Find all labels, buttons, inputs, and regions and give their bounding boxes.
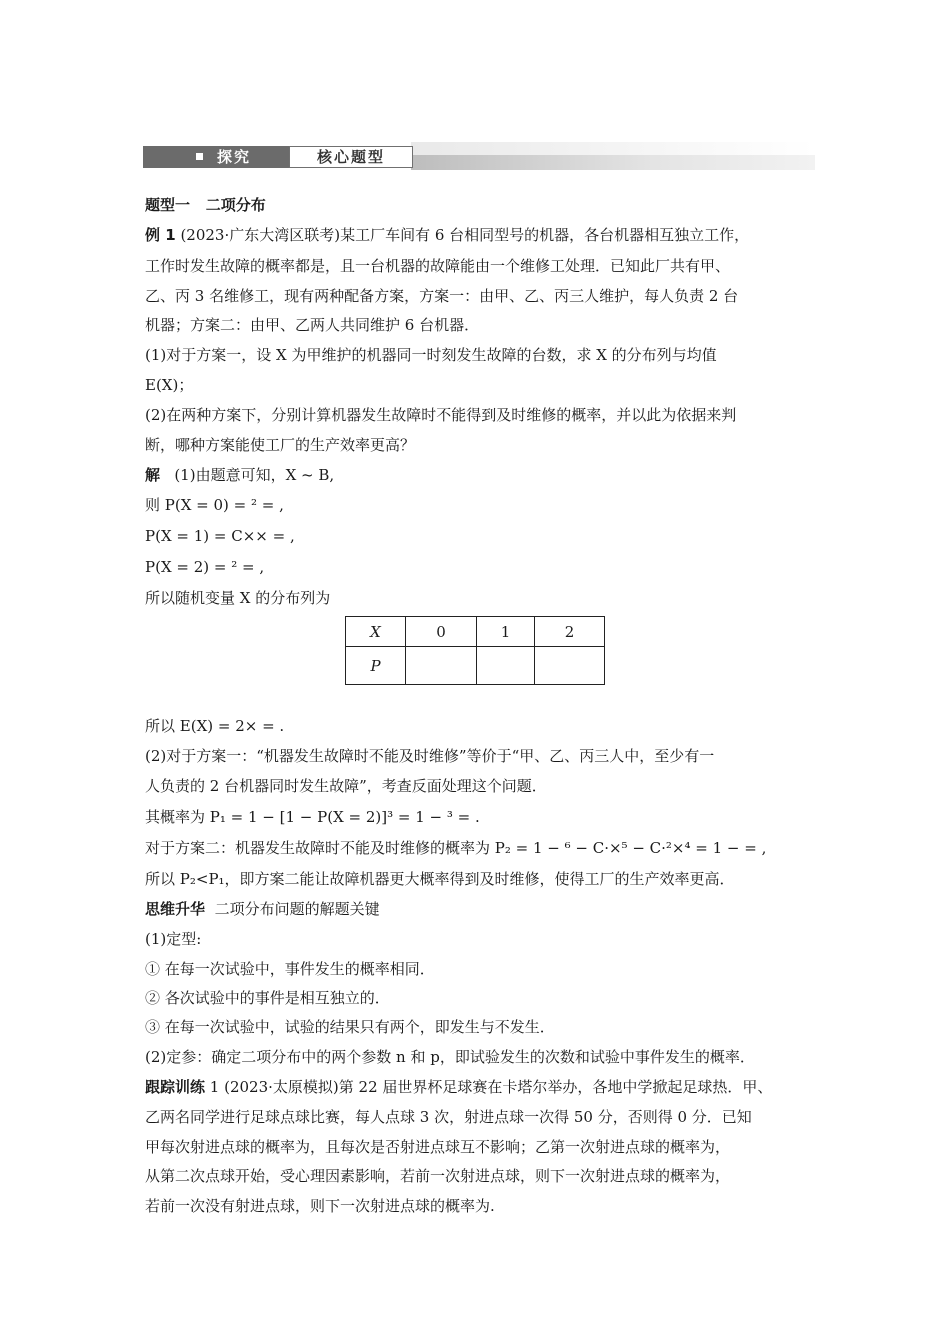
summary-line-3: ② 各次试验中的事件是相互独立的． — [145, 989, 390, 1007]
solution-line-6: 所以 E(X) = 2× = . — [145, 717, 285, 735]
summary-line-1: (1)定型: — [145, 930, 202, 948]
summary-line-5: (2)定参：确定二项分布中的两个参数 n 和 p，即试验发生的次数和试验中事件发生的概率． — [145, 1048, 755, 1066]
table-cell — [477, 647, 535, 685]
example-line-3: 乙、丙 3 名维修工，现有两种配备方案，方案一：由甲、乙、丙三人维护，每人负责 2 台 — [145, 287, 739, 305]
banner-fade-top — [411, 142, 815, 155]
summary-heading — [145, 898, 380, 920]
example-label: 例 1 — [145, 226, 176, 244]
table-header-2: 2 — [535, 617, 605, 647]
solution-line-7: (2)对于方案一：“机器发生故障时不能及时维修”等价于“甲、乙、丙三人中，至少有一 — [145, 747, 715, 765]
distribution-table — [345, 616, 605, 685]
banner-tab-core: 核心题型 — [316, 148, 385, 166]
summary-line-2: ① 在每一次试验中，事件发生的概率相同． — [145, 960, 435, 978]
question-2-line-1: (2)在两种方案下，分别计算机器发生故障时不能得到及时维修的概率，并以此为依据来判 — [145, 406, 737, 424]
practice-line-2: 乙两名同学进行足球点球比赛，每人点球 3 次，射进点球一次得 50 分，否则得 0 分．已知 — [145, 1108, 752, 1126]
solution-line-9: 其概率为 P₁ = 1 − [1 − P(X = 2)]³ = 1 − ³ = . — [145, 808, 480, 826]
summary-title: 二项分布问题的解题关键 — [214, 900, 380, 918]
example-line-1: 例 1 (2023·广东大湾区联考)某工厂车间有 6 台相同型号的机器，各台机器相互独立工作， — [145, 226, 750, 244]
question-1-line-2: E(X)； — [145, 376, 194, 394]
section-banner — [143, 142, 815, 174]
solution-label: 解 — [145, 466, 161, 484]
question-2-line-2: 断，哪种方案能使工厂的生产效率更高？ — [145, 436, 416, 454]
banner-dark-tab — [143, 146, 289, 168]
table-cell — [406, 647, 477, 685]
solution-line-8: 人负责的 2 台机器同时发生故障”，考查反面处理这个问题． — [145, 777, 547, 795]
heading-title: 二项分布 — [205, 196, 266, 214]
table-header-x: X — [370, 622, 381, 641]
practice-line-1: 跟踪训练 1 (2023·太原模拟)第 22 届世界杯足球赛在卡塔尔举办，各地中学掀起足球热．甲、 — [145, 1078, 773, 1096]
practice-label: 跟踪训练 — [145, 1078, 206, 1096]
banner-tab-explore: 探究 — [217, 148, 252, 166]
solution-line-1: 解 (1)由题意可知，X ~ B, — [145, 466, 335, 484]
solution-line-11: 所以 P₂<P₁，即方案二能让故障机器更大概率得到及时维修，使得工厂的生产效率更高． — [145, 870, 735, 888]
practice-line-3: 甲每次射进点球的概率为，且每次是否射进点球互不影响；乙第一次射进点球的概率为， — [145, 1138, 731, 1156]
square-bullet-icon — [196, 153, 203, 160]
practice-line-4: 从第二次点球开始，受心理因素影响，若前一次射进点球，则下一次射进点球的概率为， — [145, 1167, 731, 1185]
solution-line-2: 则 P(X = 0) = ² = , — [145, 496, 284, 514]
table-header-1: 1 — [477, 617, 535, 647]
example-line-2: 工作时发生故障的概率都是，且一台机器的故障能由一个维修工处理．已知此厂共有甲、 — [145, 257, 731, 275]
summary-label: 思维升华 — [145, 900, 206, 918]
table-header-0: 0 — [406, 617, 477, 647]
example-line-4: 机器；方案二：由甲、乙两人共同维护 6 台机器． — [145, 316, 480, 334]
table-row-label-p: P — [370, 656, 381, 675]
section-heading — [145, 194, 266, 216]
question-1-line-1: (1)对于方案一，设 X 为甲维护的机器同一时刻发生故障的台数，求 X 的分布列与均值 — [145, 346, 717, 364]
solution-line-10: 对于方案二：机器发生故障时不能及时维修的概率为 P₂ = 1 − ⁶ − C·×⁵ − C·²×⁴ = 1 − = , — [145, 839, 767, 857]
summary-line-4: ③ 在每一次试验中，试验的结果只有两个，即发生与不发生． — [145, 1018, 555, 1036]
practice-line-5: 若前一次没有射进点球，则下一次射进点球的概率为. — [145, 1197, 495, 1215]
solution-line-5: 所以随机变量 X 的分布列为 — [145, 589, 331, 607]
solution-line-4: P(X = 2) = ² = , — [145, 558, 265, 576]
banner-fade-bar — [411, 155, 815, 170]
solution-line-3: P(X = 1) = C×× = , — [145, 527, 295, 545]
heading-label: 题型一 — [145, 196, 191, 214]
table-cell — [535, 647, 605, 685]
table-row — [346, 647, 605, 685]
table-row — [346, 617, 605, 647]
